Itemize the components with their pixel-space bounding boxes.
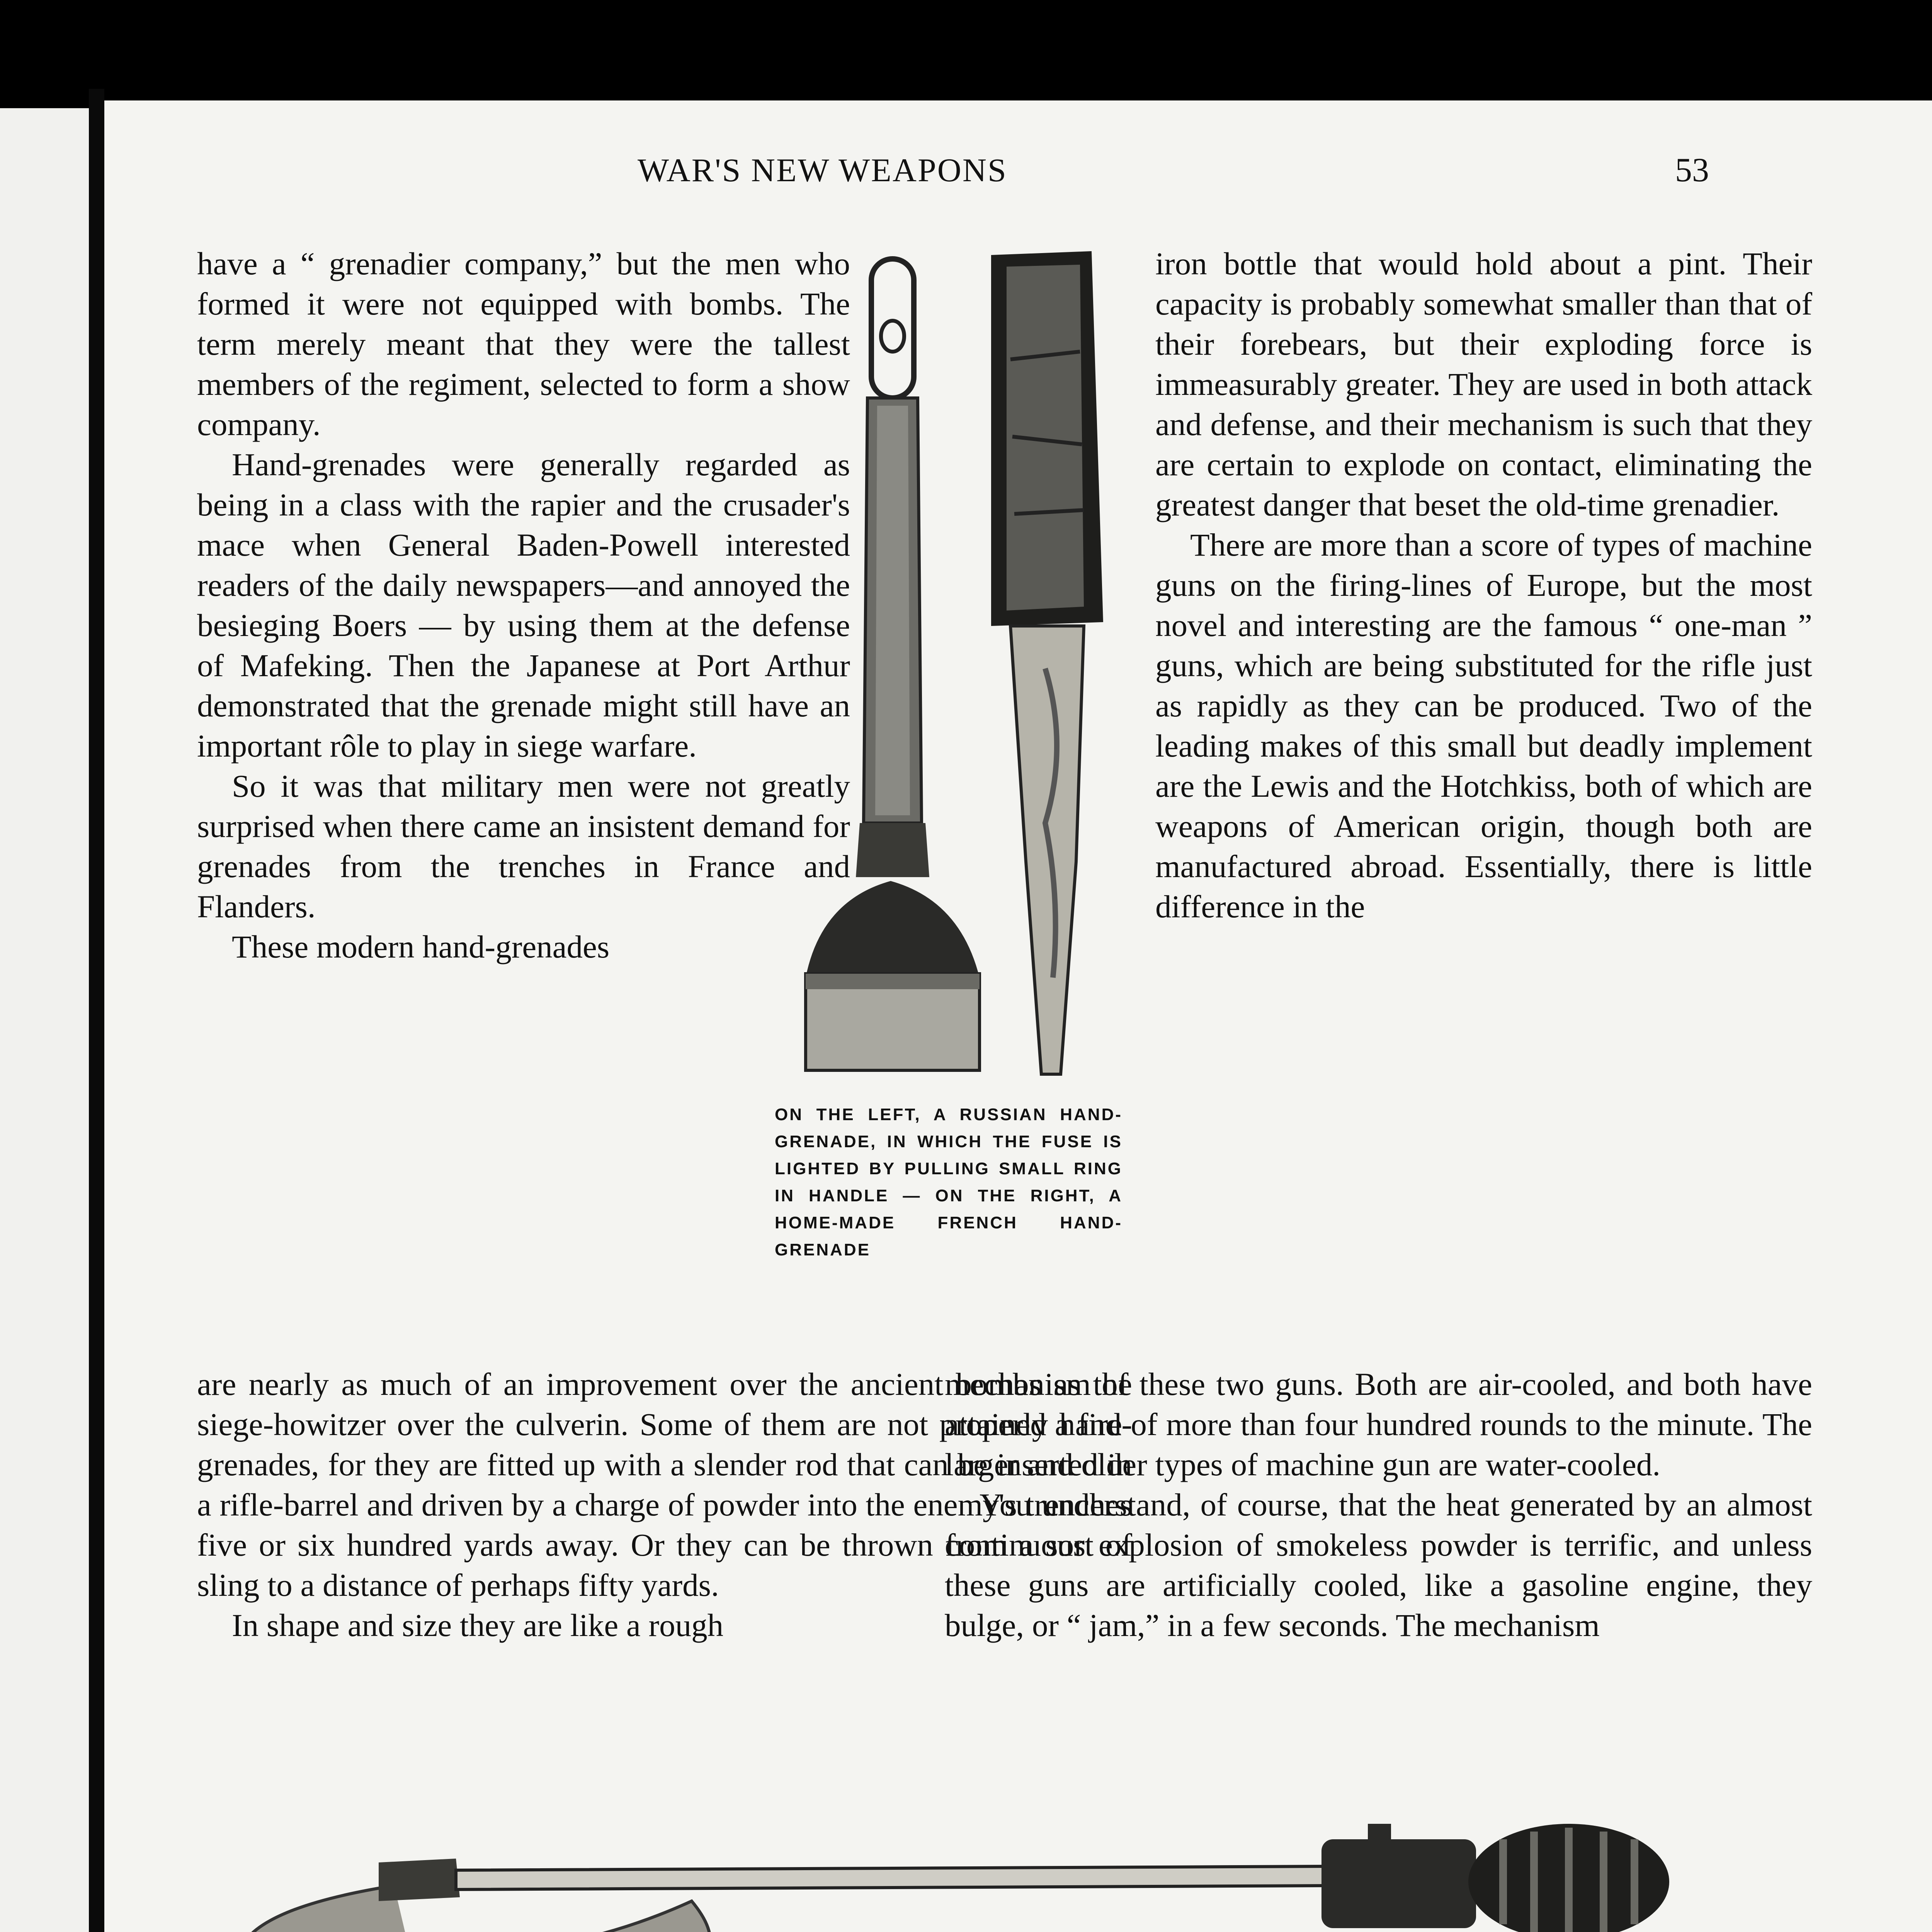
facing-page-edge: [0, 108, 89, 1932]
paragraph: are nearly as much of an improvement over the ancient bombs as the siege-howitzer over the culverin. Some of them are not properly hand-grenades, for they are fitted up with a slender rod that can be inserted in a rifle-barrel and driven by a charge of powder into the enemy's trenches five or six hundred yards away. Or they can be thrown from a sort of sling to a distance of perhaps fifty yards.: [197, 1366, 1132, 1603]
tailed-grenade-1: [238, 1824, 1669, 1932]
paragraph: There are more than a score of types of machine guns on the firing-lines of Europe, but the most novel and interesting are the famous “ one-man ” guns, which are being substituted for the rifle just as rapidly as they can be produced. Two of the leading makes of this small but deadly implement are the Lewis and the Hotchkiss, both of which are weapons of American origin, though both are manufactured abroad. Essentially, there is little difference in the: [1155, 527, 1812, 924]
paragraph: In shape and size they are like a rough: [232, 1607, 724, 1643]
paragraph: So it was that military men were not greatly surprised when there came an insistent demand for grenades from the trenches in France and Flanders.: [197, 768, 850, 924]
paragraph: You understand, of course, that the heat generated by an almost continuous explosion of smokeless powder is terrific, and unless these guns are artificially cooled, like a gasoline engine, they bulge, or “ jam,” in a few seconds. The mechanism: [945, 1487, 1812, 1643]
book-gutter: [89, 89, 104, 1932]
right-column-lower: [945, 1364, 1812, 1645]
paragraph: These modern hand-grenades: [232, 929, 610, 964]
hand-grenades-illustration: [775, 243, 1122, 1086]
top-figure-caption: ON THE LEFT, A RUSSIAN HAND-GRENADE, IN WHICH THE FUSE IS LIGHTED BY PULLING SMALL RING IN HANDLE — ON THE RIGHT, A HOME-MADE FRENCH HAND-GRENADE: [775, 1105, 1122, 1259]
page-number: 53: [1675, 151, 1709, 189]
right-column: [1155, 243, 1812, 927]
left-column: [197, 243, 850, 967]
russian-grenade: [806, 259, 980, 1070]
running-head: WAR'S NEW WEAPONS: [638, 151, 1007, 189]
french-grenade: [991, 251, 1103, 1074]
paragraph: iron bottle that would hold about a pint. Their capacity is probably somewhat smaller than that of their forebears, but their exploding force is immeasurably greater. They are used in both attack and defense, and their mechanism is such that they are certain to explode on contact, eliminating the greatest danger that beset the old-time grenadier.: [1155, 246, 1812, 522]
grenade-types-illustration: [209, 1824, 1824, 1932]
paragraph: mechanism of these two guns. Both are air-cooled, and both have attained a fire of more than four hundred rounds to the minute. The larger and older types of machine gun are water-cooled.: [945, 1366, 1812, 1482]
paragraph: Hand-grenades were generally regarded as being in a class with the rapier and the crusader's mace when General Baden-Powell interested readers of the daily newspapers—and annoyed the besieging Boers — by using them at the defense of Mafeking. Then the Japanese at Port Arthur demonstrated that the grenade might still have an important rôle to play in siege warfare.: [197, 447, 850, 764]
paragraph: have a “ grenadier company,” but the men who formed it were not equipped with bombs. The term merely meant that they were the tallest members of the regiment, selected to form a show company.: [197, 246, 850, 442]
